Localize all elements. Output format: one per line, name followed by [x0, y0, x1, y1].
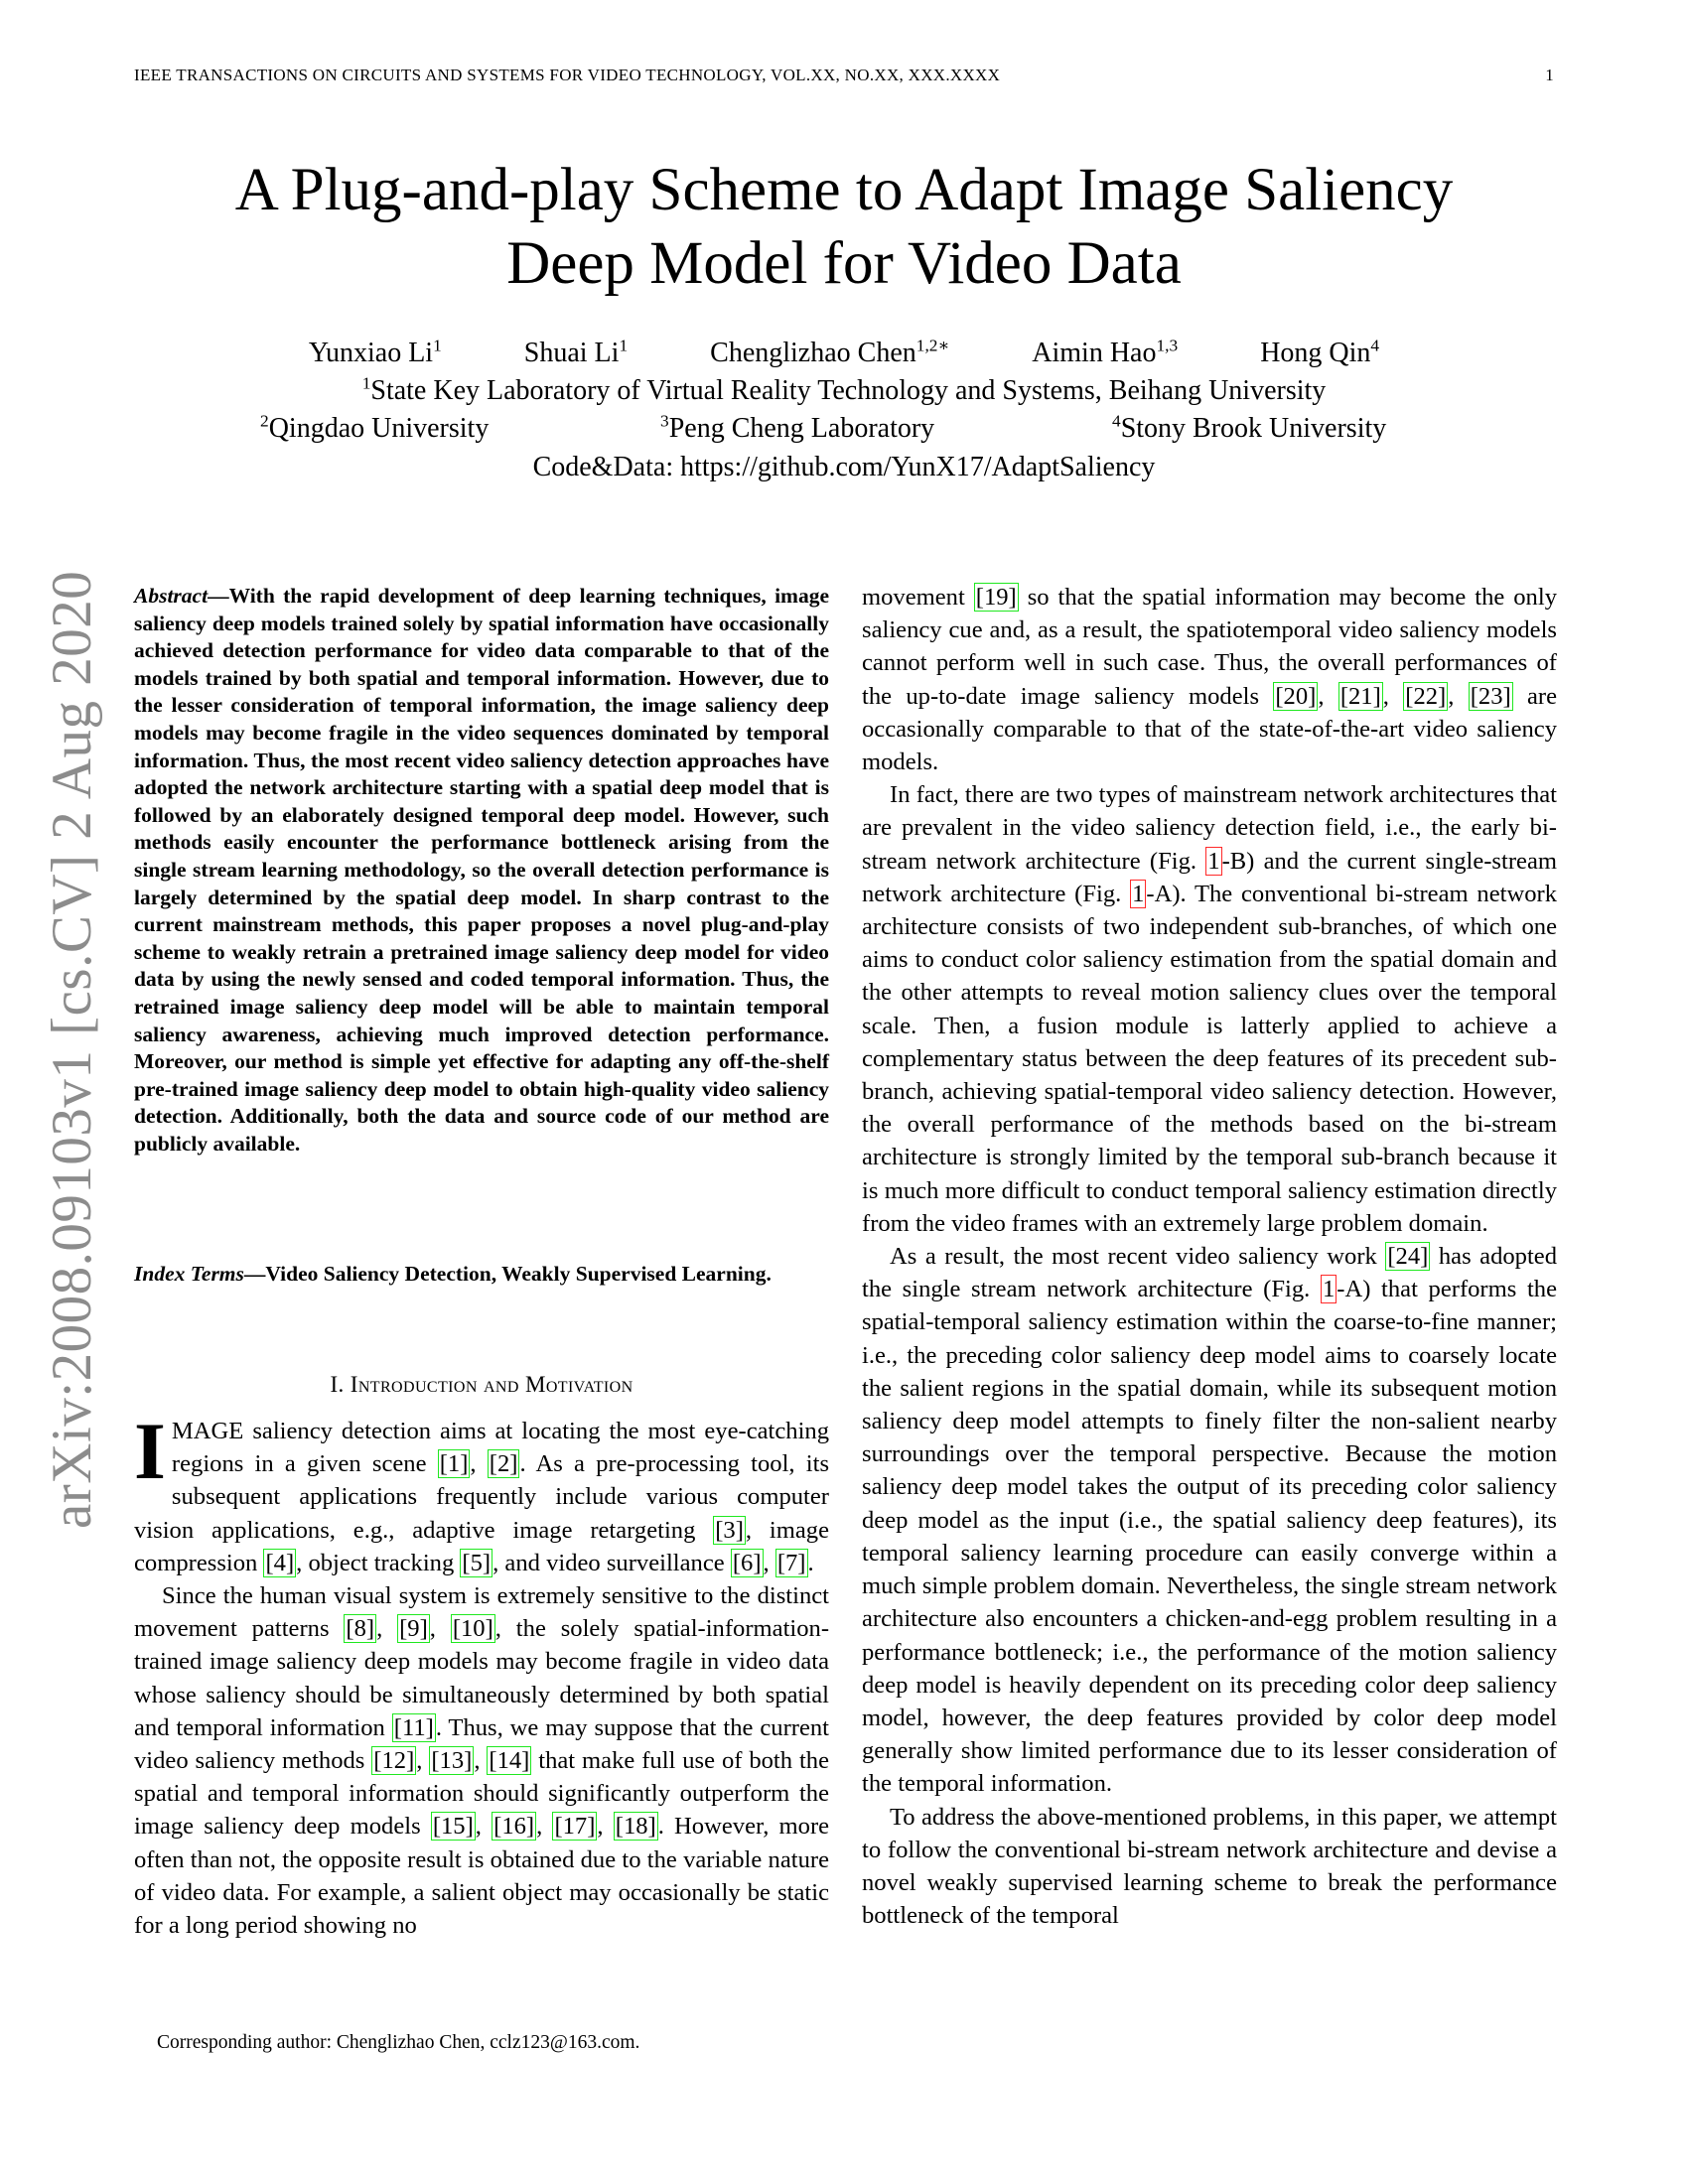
citation-link[interactable]: [17] [554, 1813, 596, 1841]
author: Hong Qin$^4$ [1260, 336, 1380, 368]
citation-link[interactable]: [8] [346, 1615, 375, 1643]
section-heading: I. Introduction and Motivation [330, 1372, 633, 1397]
citation-link[interactable]: [4] [265, 1549, 295, 1576]
affiliation-4: $^4$ Stony Brook University [1112, 411, 1387, 444]
citation-link[interactable]: [1] [439, 1450, 469, 1478]
paper-title [99, 154, 1589, 301]
index-terms: Index Terms—Video Saliency Detection, Weakly Supervised Learning. [134, 1262, 772, 1286]
title-line-1: A Plug-and-play Scheme to Adapt Image Saliency [234, 157, 1454, 223]
figure-link[interactable]: 1 [1132, 880, 1145, 907]
paragraph: As a result, the most recent video saliency work [24] has adopted the single stream network architecture (Fig. 1-A) that performs the spatial-temporal saliency estimation within the coarse-to-fine manner; i.e., the preceding color saliency deep model aims to coarsely locate the salient regions in the spatial domain, while its subsequent motion saliency deep model attempts to finely filter the non-salient nearby surroundings over the temporal perspective. Because the motion saliency deep model takes the output of its preceding color saliency deep model as the input (i.e., the spatial saliency deep features), its temporal saliency learning procedure can easily converge within a much simple problem domain. Nevertheless, the single stream network architecture also encounters a chicken-and-egg problem resulting in a performance bottleneck; i.e., the performance of the motion saliency deep model is heavily dependent on its preceding color deep saliency model, however, the deep features provided by color deep model generally show limited performance due to its lesser consideration of the temporal information. [862, 1243, 1558, 1798]
affiliation-3: $^3$ Peng Cheng Laboratory [660, 411, 935, 444]
running-header [134, 66, 1554, 85]
code-link[interactable]: Code&Data: https://github.com/YunX17/AdaptSaliency [532, 452, 1156, 482]
citation-link[interactable]: [13] [431, 1747, 473, 1775]
citation-link[interactable]: [11] [393, 1713, 434, 1741]
footnote: Corresponding author: Chenglizhao Chen, cclz123@163.com. [157, 2032, 640, 2053]
citation-link[interactable]: [9] [399, 1615, 428, 1643]
figure-link[interactable]: 1 [1207, 847, 1220, 875]
paragraph: Since the human visual system is extremely sensitive to the distinct movement patterns [8], [9], [10], the solely spatial-information-trained image saliency deep models may become fragile in video data whose saliency should be simultaneously determined by both spatial and temporal information [11]. Thus, we may suppose that the current video saliency methods [12], [13], [14] that make full use of both the spatial and temporal information should significantly outperform the image saliency deep models [15], [16], [17], [18]. However, more often than not, the opposite result is obtained due to the variable nature of video data. For example, a salient object may occasionally be static for a long period showing no [134, 1582, 830, 1940]
arxiv-stamp: arXiv:2008.09103v1 [cs.CV] 2 Aug 2020 [41, 570, 103, 1529]
citation-link[interactable]: [22] [1405, 682, 1447, 710]
citation-link[interactable]: [21] [1339, 682, 1381, 710]
citation-link[interactable]: [10] [452, 1615, 493, 1643]
citation-link[interactable]: [15] [432, 1813, 474, 1841]
citation-link[interactable]: [16] [493, 1813, 535, 1841]
citation-link[interactable]: [18] [615, 1813, 656, 1841]
author: Shuai Li$^1$ [523, 336, 629, 368]
citation-link[interactable]: [7] [776, 1549, 806, 1576]
abstract [134, 583, 829, 1158]
citation-link[interactable]: [23] [1470, 682, 1511, 710]
abstract-text: —With the rapid development of deep learning techniques, image saliency deep models trained solely by spatial information have occasionally achieved detection performance for video data comparable to that of the models trained by both spatial and temporal information. However, due to the lesser consideration of temporal information, the image saliency deep models may become fragile in the video sequences dominated by temporal information. Thus, the most recent video saliency detection approaches have adopted the network architecture starting with a spatial deep model that is followed by an elaborately designed temporal deep model. However, such methods easily encounter the performance bottleneck arising from the single stream learning methodology, so the overall detection performance is largely determined by the spatial deep model. In sharp contrast to the current mainstream methods, this paper proposes a novel plug-and-play scheme to weakly retrain a pretrained image saliency deep model for video data by using the newly sensed and coded temporal information. Thus, the retrained image saliency deep model will be able to maintain temporal saliency awareness, achieving much improved detection performance. Moreover, our method is simple yet effective for adapting any off-the-shelf pre-trained image saliency deep model to obtain high-quality video saliency detection. Additionally, both the data and source code of our method are publicly available. [134, 584, 829, 1156]
citation-link[interactable]: [12] [373, 1747, 415, 1775]
title-line-2: Deep Model for Video Data [506, 230, 1182, 297]
citation-link[interactable]: [14] [489, 1747, 530, 1775]
citation-link[interactable]: [19] [975, 584, 1017, 611]
paragraph: IMAGE saliency detection aims at locating the most eye-catching regions in a given scene [1], [2]. As a pre-processing tool, its subsequent applications frequently include various computer vision applications, e.g., adaptive image retargeting [3], image compression [4], object tracking [5], and video surveillance [6], [7]. [134, 1406, 830, 1576]
drop-cap: I [134, 1406, 166, 1496]
author: Chenglizhao Chen$^{1,2∗}$ [710, 336, 950, 368]
author: Aimin Hao$^{1,3}$ [1032, 336, 1179, 368]
paragraph: To address the above-mentioned problems, in this paper, we attempt to follow the conventional bi-stream network architecture and devise a novel weakly supervised learning scheme to break the performance bottleneck of the temporal [862, 1803, 1557, 1930]
citation-link[interactable]: [24] [1387, 1243, 1429, 1271]
paragraph: movement [19] so that the spatial information may become the only saliency cue and, as a result, the spatiotemporal video saliency models cannot perform well in such case. Thus, the overall performances of the up-to-date image saliency models [20], [21], [22], [23] are occasionally comparable to that of the state-of-the-art video saliency models. [862, 584, 1558, 776]
index-terms-label: Index Terms [134, 1262, 244, 1286]
author-list [0, 338, 1688, 369]
affiliation-2: $^2$ Qingdao University [260, 411, 490, 444]
page-number: 1 [1545, 66, 1554, 84]
paragraph: In fact, there are two types of mainstream network architectures that are prevalent in the video saliency detection field, i.e., the early bi-stream network architecture (Fig. 1-B) and the current single-stream network architecture (Fig. 1-A). The conventional bi-stream network architecture consists of two independent sub-branches, of which one aims to conduct color saliency estimation from the spatial domain and the other attempts to reveal motion saliency clues over the temporal scale. Then, a fusion module is latterly applied to achieve a complementary status between the deep features of its precedent sub-branch, achieving spatial-temporal video saliency detection. However, the overall performance of the methods based on the bi-stream architecture is strongly limited by the temporal sub-branch because it is much more difficult to conduct temporal saliency estimation directly from the video frames with an extremely large problem domain. [862, 781, 1557, 1237]
right-column [862, 581, 1557, 1932]
affiliation-1: $^1$State Key Laboratory of Virtual Reality Technology and Systems, Beihang University [361, 373, 1327, 406]
author: Yunxiao Li$^1$ [308, 336, 442, 368]
journal-name: IEEE TRANSACTIONS ON CIRCUITS AND SYSTEMS FOR VIDEO TECHNOLOGY, VOL.XX, NO.XX, XXX.XXXX [134, 66, 1001, 84]
citation-link[interactable]: [6] [732, 1549, 762, 1576]
citation-link[interactable]: [3] [715, 1516, 744, 1544]
citation-link[interactable]: [2] [489, 1450, 518, 1478]
citation-link[interactable]: [20] [1275, 682, 1317, 710]
intro-left-column [134, 1406, 830, 1942]
figure-link[interactable]: 1 [1322, 1276, 1336, 1303]
citation-link[interactable]: [5] [462, 1549, 492, 1576]
abstract-label: Abstract [134, 584, 209, 608]
